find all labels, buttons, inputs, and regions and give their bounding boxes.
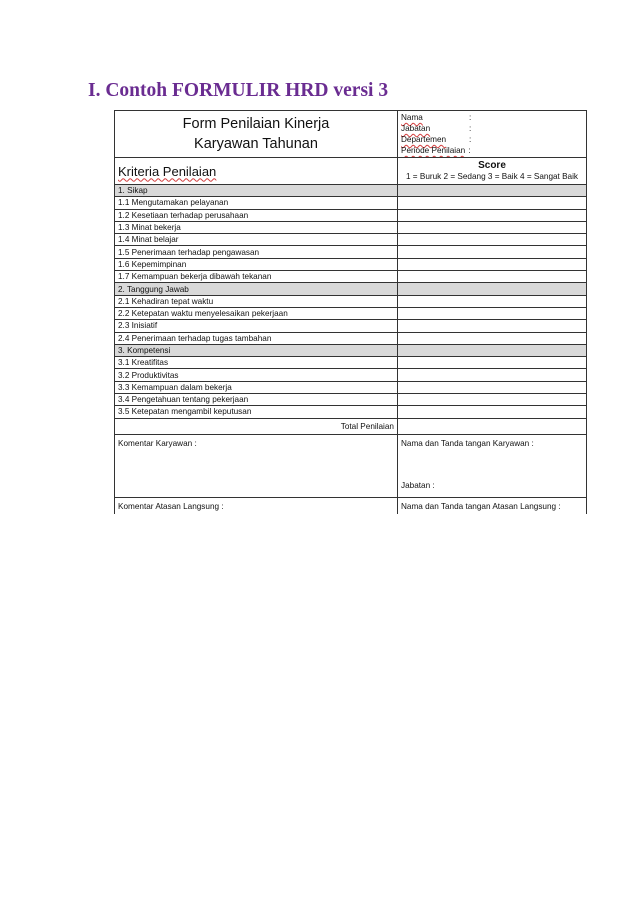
form-title-line1: Form Penilaian Kinerja [182, 116, 330, 132]
criteria-score-cell[interactable] [398, 381, 587, 393]
form-title [115, 111, 398, 158]
criteria-section-row [115, 283, 587, 295]
total-score-cell[interactable] [398, 418, 587, 434]
jabatan-label: Jabatan : [401, 480, 435, 490]
criteria-item-row [115, 307, 587, 319]
criteria-section-score [398, 344, 587, 356]
criteria-section-label: 1. Sikap [115, 185, 398, 197]
criteria-section-label: 3. Kompetensi [115, 344, 398, 356]
criteria-item-row [115, 221, 587, 233]
supervisor-signature-field[interactable] [398, 497, 587, 514]
criteria-item-label: 3.1 Kreatifitas [115, 357, 398, 369]
criteria-item-label: 2.3 Inisiatif [115, 320, 398, 332]
criteria-item-row [115, 381, 587, 393]
employee-signature-label: Nama dan Tanda tangan Karyawan : [401, 438, 534, 448]
criteria-item-label: 1.2 Kesetiaan terhadap perusahaan [115, 209, 398, 221]
criteria-item-label: 3.3 Kemampuan dalam bekerja [115, 381, 398, 393]
supervisor-signature-label: Nama dan Tanda tangan Atasan Langsung : [401, 501, 561, 511]
criteria-section-label: 2. Tanggung Jawab [115, 283, 398, 295]
criteria-header-row [115, 158, 587, 185]
criteria-score-cell[interactable] [398, 258, 587, 270]
criteria-score-cell[interactable] [398, 295, 587, 307]
criteria-score-cell[interactable] [398, 307, 587, 319]
meta-row-jabatan [401, 123, 583, 134]
total-label-cell [115, 418, 398, 434]
criteria-score-cell[interactable] [398, 197, 587, 209]
criteria-item-row [115, 394, 587, 406]
criteria-score-cell[interactable] [398, 406, 587, 418]
criteria-item-label: 2.2 Ketepatan waktu menyelesaikan pekerjaan [115, 307, 398, 319]
employee-comment-row [115, 434, 587, 497]
supervisor-comment-field[interactable] [115, 497, 398, 514]
page-heading: I. Contoh FORMULIR HRD versi 3 [88, 80, 389, 101]
criteria-item-label: 1.1 Mengutamakan pelayanan [115, 197, 398, 209]
form-title-line2: Karyawan Tahunan [194, 136, 318, 152]
criteria-section-row [115, 344, 587, 356]
meta-label: Nama [401, 113, 423, 122]
kriteria-label: Kriteria Penilaian [118, 163, 217, 179]
criteria-score-cell[interactable] [398, 357, 587, 369]
criteria-item-label: 1.7 Kemampuan bekerja dibawah tekanan [115, 271, 398, 283]
form-header-row [115, 111, 587, 158]
criteria-score-cell[interactable] [398, 246, 587, 258]
criteria-score-cell[interactable] [398, 271, 587, 283]
meta-label: Jabatan [401, 124, 431, 133]
criteria-item-label: 2.4 Penerimaan terhadap tugas tambahan [115, 332, 398, 344]
employee-signature-field[interactable] [398, 434, 587, 497]
criteria-score-cell[interactable] [398, 221, 587, 233]
criteria-item-label: 1.5 Penerimaan terhadap pengawasan [115, 246, 398, 258]
total-label: Total Penilaian [340, 421, 394, 431]
supervisor-comment-label: Komentar Atasan Langsung : [118, 501, 224, 511]
total-row [115, 418, 587, 434]
criteria-item-row [115, 234, 587, 246]
criteria-item-row [115, 295, 587, 307]
employee-comment-label: Komentar Karyawan : [118, 438, 197, 448]
criteria-score-cell[interactable] [398, 234, 587, 246]
meta-label: Departemen [401, 135, 447, 144]
criteria-item-row [115, 406, 587, 418]
meta-separator: : [469, 113, 472, 122]
criteria-item-row [115, 320, 587, 332]
criteria-item-row [115, 258, 587, 270]
employee-comment-field[interactable] [115, 434, 398, 497]
criteria-item-label: 2.1 Kehadiran tepat waktu [115, 295, 398, 307]
criteria-score-cell[interactable] [398, 332, 587, 344]
criteria-section-row [115, 185, 587, 197]
criteria-item-label: 3.5 Ketepatan mengambil keputusan [115, 406, 398, 418]
meta-separator: : [468, 146, 471, 155]
criteria-section-score [398, 185, 587, 197]
meta-row-departemen [401, 134, 583, 145]
criteria-item-row [115, 357, 587, 369]
score-header-cell [398, 158, 587, 185]
score-scale: 1 = Buruk 2 = Sedang 3 = Baik 4 = Sangat Baik [405, 172, 579, 181]
meta-separator: : [469, 135, 472, 144]
criteria-item-label: 1.4 Minat belajar [115, 234, 398, 246]
criteria-score-cell[interactable] [398, 394, 587, 406]
criteria-item-row [115, 246, 587, 258]
criteria-item-label: 1.6 Kepemimpinan [115, 258, 398, 270]
criteria-score-cell[interactable] [398, 320, 587, 332]
criteria-item-row [115, 271, 587, 283]
score-title: Score [478, 160, 506, 171]
criteria-section-score [398, 283, 587, 295]
criteria-item-row [115, 369, 587, 381]
criteria-item-label: 1.3 Minat bekerja [115, 221, 398, 233]
performance-appraisal-form [114, 110, 587, 514]
meta-label: Periode Penilaian [401, 146, 466, 155]
criteria-score-cell[interactable] [398, 209, 587, 221]
criteria-item-label: 3.2 Produktivitas [115, 369, 398, 381]
meta-row-periode [401, 145, 583, 156]
criteria-item-label: 3.4 Pengetahuan tentang pekerjaan [115, 394, 398, 406]
employee-info-cell [398, 111, 587, 158]
supervisor-comment-row [115, 497, 587, 514]
criteria-score-cell[interactable] [398, 369, 587, 381]
criteria-item-row [115, 197, 587, 209]
criteria-item-row [115, 209, 587, 221]
meta-separator: : [469, 124, 472, 133]
criteria-item-row [115, 332, 587, 344]
kriteria-label-cell [115, 158, 398, 185]
meta-row-nama [401, 112, 583, 123]
